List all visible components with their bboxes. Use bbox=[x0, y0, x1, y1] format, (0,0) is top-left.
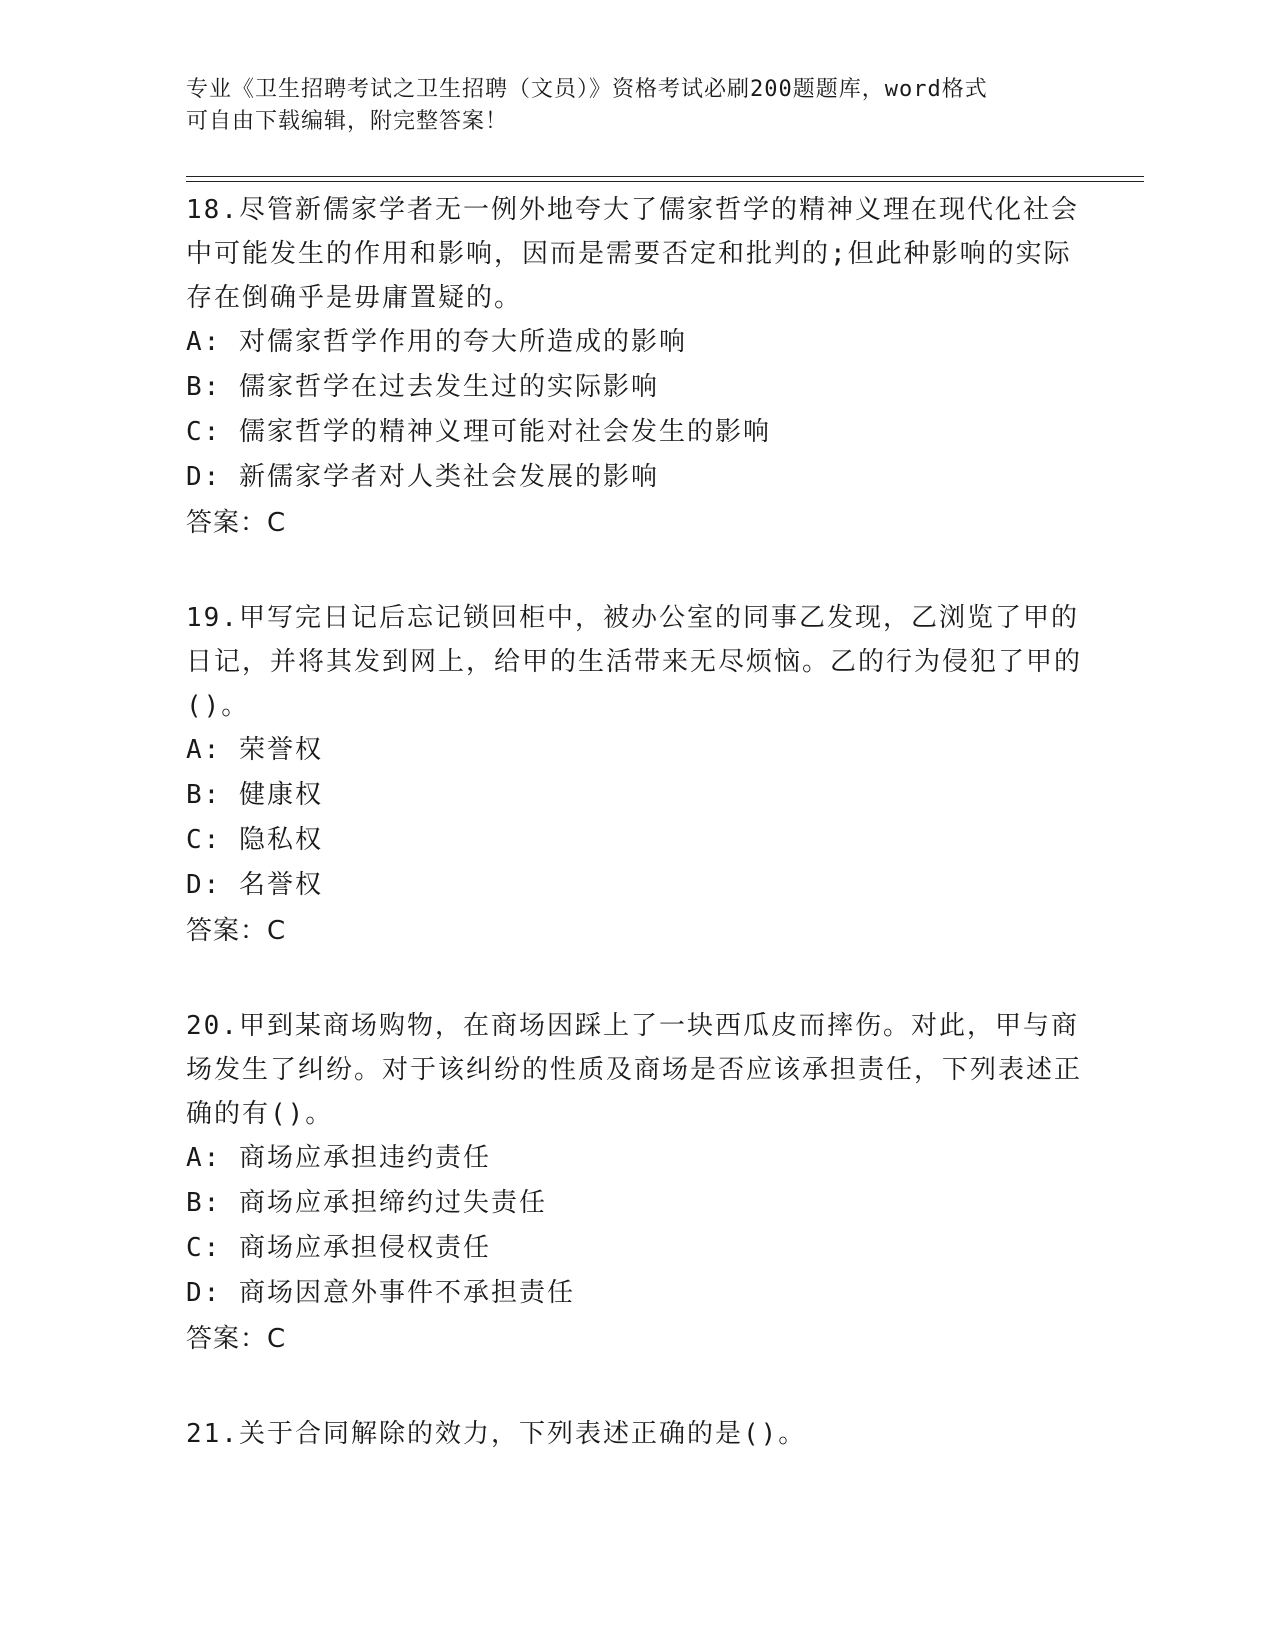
question-stem: 20.甲到某商场购物，在商场因踩上了一块西瓜皮而摔伤。对此，甲与商场发生了纠纷。对于该纠纷的性质及商场是否应该承担责任，下列表述正确的有()。 bbox=[186, 1011, 1083, 1129]
header-line-2: 可自由下载编辑，附完整答案！ bbox=[186, 109, 509, 134]
question-18 bbox=[186, 188, 1086, 546]
option-d: D: 名誉权 bbox=[186, 870, 323, 900]
answer: 答案：C bbox=[186, 916, 287, 946]
question-stem: 21.关于合同解除的效力，下列表述正确的是()。 bbox=[186, 1419, 807, 1449]
option-b: B: 儒家哲学在过去发生过的实际影响 bbox=[186, 372, 659, 402]
header-divider-bottom bbox=[186, 181, 1144, 182]
option-d: D: 新儒家学者对人类社会发展的影响 bbox=[186, 462, 659, 492]
option-a: A: 商场应承担违约责任 bbox=[186, 1143, 491, 1173]
header-line-1: 专业《卫生招聘考试之卫生招聘（文员）》资格考试必刷200题题库，word格式 bbox=[186, 77, 988, 102]
option-c: C: 隐私权 bbox=[186, 825, 323, 855]
question-stem: 18.尽管新儒家学者无一例外地夸大了儒家哲学的精神义理在现代化社会中可能发生的作用和影响，因而是需要否定和批判的;但此种影响的实际存在倒确乎是毋庸置疑的。 bbox=[186, 195, 1079, 313]
question-20 bbox=[186, 1004, 1086, 1362]
answer: 答案：C bbox=[186, 508, 287, 538]
option-c: C: 商场应承担侵权责任 bbox=[186, 1233, 491, 1263]
answer: 答案：C bbox=[186, 1324, 287, 1354]
option-b: B: 商场应承担缔约过失责任 bbox=[186, 1188, 547, 1218]
option-d: D: 商场因意外事件不承担责任 bbox=[186, 1278, 575, 1308]
header-divider-top bbox=[186, 176, 1144, 177]
option-a: A: 对儒家哲学作用的夸大所造成的影响 bbox=[186, 327, 687, 357]
option-a: A: 荣誉权 bbox=[186, 735, 323, 765]
option-c: C: 儒家哲学的精神义理可能对社会发生的影响 bbox=[186, 417, 771, 447]
option-b: B: 健康权 bbox=[186, 780, 323, 810]
question-21 bbox=[186, 1412, 1086, 1456]
document-header bbox=[186, 74, 1086, 138]
question-stem: 19.甲写完日记后忘记锁回柜中，被办公室的同事乙发现，乙浏览了甲的日记，并将其发到网上，给甲的生活带来无尽烦恼。乙的行为侵犯了甲的()。 bbox=[186, 603, 1083, 721]
question-19 bbox=[186, 596, 1086, 954]
